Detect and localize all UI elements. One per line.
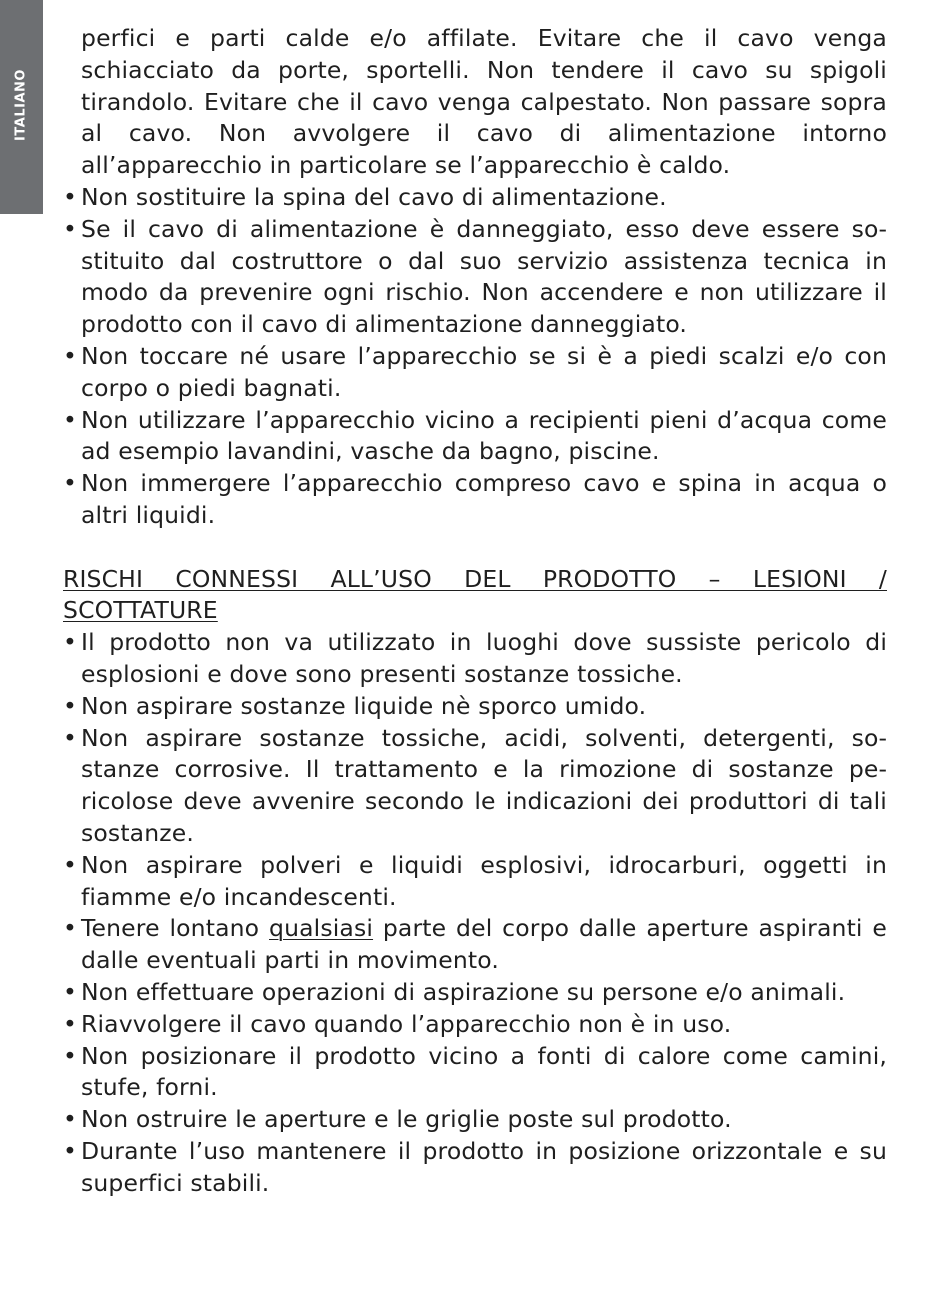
text-before-underline: Tenere lontano	[81, 914, 269, 943]
list-item	[63, 691, 887, 723]
section-heading	[63, 564, 887, 628]
bullet-dot: •	[63, 341, 78, 370]
list-item	[63, 913, 887, 977]
list-item-text	[81, 914, 887, 974]
underlined-word: qualsiasi	[269, 914, 374, 943]
list-item	[63, 182, 887, 214]
bullet-dot: •	[63, 977, 78, 1006]
list-item-text: Se il cavo di alimentazione è danneggiato, esso deve essere sostituito dal costruttore o dal suo servizio assistenza tecnica in modo da prevenire ogni rischio. Non accendere e non utilizzare il prodotto con il cavo di alimentazione danneggiato.	[81, 214, 887, 339]
list-item	[63, 405, 887, 469]
warning-list-usage	[63, 627, 887, 1199]
bullet-dot: •	[63, 1041, 78, 1070]
list-item-text: Non effettuare operazioni di aspirazione su persone e/o animali.	[81, 977, 846, 1006]
bullet-dot: •	[63, 405, 78, 434]
list-item	[63, 723, 887, 850]
list-item-text: Non toccare né usare l’apparecchio se si è a piedi scalzi e/o con corpo o piedi bagnati.	[81, 341, 887, 402]
list-item	[63, 627, 887, 691]
list-item	[63, 1104, 887, 1136]
list-item-text: Non immergere l’apparecchio compreso cavo e spina in acqua o altri liquidi.	[81, 469, 887, 529]
bullet-dot: •	[63, 723, 78, 752]
language-label: ITALIANO	[13, 69, 29, 141]
bullet-dot: •	[63, 628, 78, 657]
list-item-text: Non aspirare sostanze tossiche, acidi, solventi, detergenti, sostanze corrosive. Il trattamento e la rimozione di sostanze pericolose deve avvenire secondo le indicazioni dei produttori di tali sostanze.	[81, 723, 887, 847]
section-heading-line2: SCOTTATURE	[63, 596, 218, 625]
continuation-paragraph: perfici e parti calde e/o affilate. Evitare che il cavo venga schiacciato da porte, sportelli. Non tendere il cavo su spigoli tirandolo. Evitare che il cavo venga calpestato. Non passare sopra al cavo. Non avvolgere il cavo di alimentazione intorno all’apparecchio in particolare se l’apparecchio è caldo.	[81, 24, 887, 180]
list-item	[63, 1041, 887, 1105]
bullet-dot: •	[63, 1009, 78, 1038]
list-item	[63, 341, 887, 405]
list-item	[63, 850, 887, 914]
bullet-dot: •	[63, 691, 78, 720]
bullet-dot: •	[63, 914, 78, 943]
bullet-dot: •	[63, 469, 78, 498]
section-heading-line1: RISCHI CONNESSI ALL’USO DEL PRODOTTO – LESIONI /	[63, 564, 887, 593]
list-item-text: Non sostituire la spina del cavo di alimentazione.	[81, 182, 667, 211]
warning-list-cable	[63, 182, 887, 532]
list-item	[63, 1136, 887, 1200]
bullet-dot: •	[63, 1136, 78, 1165]
list-item-text: Il prodotto non va utilizzato in luoghi dove sussiste pericolo di esplosioni e dove sono presenti sostanze tossiche.	[81, 628, 887, 688]
list-item-text: Non utilizzare l’apparecchio vicino a recipienti pieni d’acqua come ad esempio lavandini, vasche da bagno, piscine.	[81, 405, 887, 466]
list-item	[63, 214, 887, 341]
list-item-text: Non aspirare polveri e liquidi esplosivi, idrocarburi, oggetti in fiamme e/o incandescenti.	[81, 850, 887, 911]
list-item-text: Non ostruire le aperture e le griglie poste sul prodotto.	[81, 1105, 732, 1134]
list-item	[63, 1009, 887, 1041]
list-item	[63, 468, 887, 532]
language-side-tab	[0, 0, 43, 214]
list-item-text: Non posizionare il prodotto vicino a fonti di calore come camini, stufe, forni.	[81, 1041, 887, 1102]
page-content	[63, 23, 887, 1199]
bullet-dot: •	[63, 1105, 78, 1134]
bullet-dot: •	[63, 182, 78, 211]
text-after-underline: parte del corpo dalle aperture aspiranti e dalle eventuali parti in movimento.	[81, 914, 888, 975]
bullet-dot: •	[63, 214, 78, 243]
list-item-text: Riavvolgere il cavo quando l’apparecchio non è in uso.	[81, 1009, 732, 1038]
bullet-dot: •	[63, 850, 78, 879]
list-item	[63, 977, 887, 1009]
list-item-text: Non aspirare sostanze liquide nè sporco umido.	[81, 691, 647, 720]
list-item-text: Durante l’uso mantenere il prodotto in posizione orizzontale e su superfici stabili.	[81, 1136, 887, 1197]
